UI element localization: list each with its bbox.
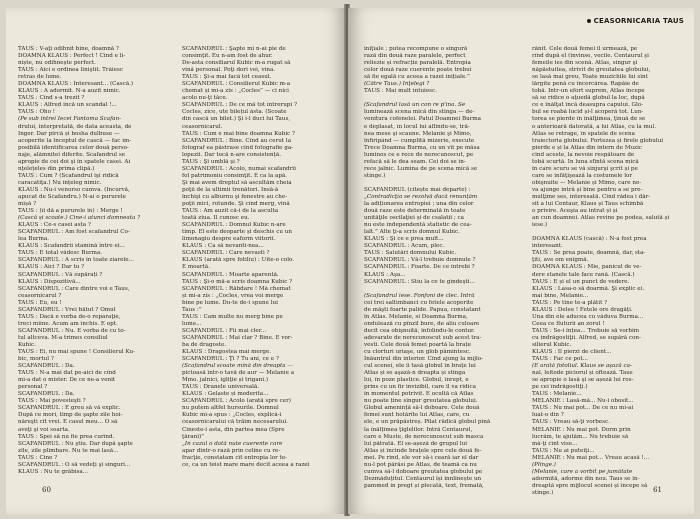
text-line: TAUS : Cum ? (Scafandrul îşi ridică [18, 172, 119, 179]
text-line: toată ziua. Il cunosc eu. [182, 215, 250, 222]
text-line: (Scafandrul scoate mînă din dreapta — [182, 363, 293, 370]
text-line: (Pe sub întrei Iecei Fantoma Scafan- [18, 116, 122, 123]
text-line: TAUS : Se prea poate, doamnă, dar, sta- [532, 250, 646, 257]
text-line: stinge.) [364, 172, 386, 179]
text-line: TAUS : Eu, eu ! [18, 299, 62, 306]
text-line: pe cei îndrăgostiţi.) [532, 384, 588, 391]
text-line: TAUS : Cine ? [18, 454, 58, 461]
text-line: (E arată fotoliul. Klaus se așază ca- [532, 363, 632, 370]
text-line: TAUS : Dacă e vorba de-o reparaţie, [18, 313, 121, 320]
text-line: Inger. Dar pîrcă și bosha dulbuse — [18, 130, 120, 137]
text-line: Taus :” [182, 306, 202, 313]
text-line: mă-ţi cînt vise... [532, 440, 578, 447]
text-line: MELANIE : Nu mai pot. Dorm prin [532, 426, 631, 433]
text-line: SCAFANDRUL : Acum, plec. [364, 243, 445, 250]
text-line: o anterioară datorată, a lui Atlas, cu la mul. [532, 123, 656, 130]
text-line: (Scafandrul lasă un con re p'ina. Se [364, 102, 466, 109]
text-line: E moartă. [182, 264, 210, 271]
text-line: tul altceva. M-a trimes consiliul [18, 334, 108, 341]
text-line: ceasornicarului că trăim necesarului. [182, 419, 288, 426]
text-line: TAUS : Melanie... [532, 391, 582, 398]
text-line: Ceea ce fluturii an zorul ! [532, 320, 605, 327]
text-line: an cun doamnei. Atlas revine pe podea, salută și [532, 215, 670, 222]
text-line: va ajunge intră și bine pentru a se pre- [532, 186, 643, 193]
text-line: Una din ele aducea cu văduva Burma... [532, 313, 644, 320]
text-line: ce, ca un teist mare mare decît aceea a razei [182, 461, 310, 468]
running-head-text: CEASORNICARIA TAUS [593, 17, 684, 25]
text-line: SCAFANDRUL : E greu să vă explic. [18, 405, 121, 412]
text-line: KLAUS : Aşa... [364, 271, 406, 278]
text-line: nu este independentă statistic de cea- [364, 222, 472, 229]
text-line: SCAFANDRUL : Am fost scafandrul Co- [18, 229, 130, 236]
text-line: să se ridice o aţuedă globul la loc, după [532, 95, 645, 102]
text-line: timp. El este deoparte și deschis cu un [182, 229, 292, 236]
text-line: pierde e și la Atlas din intern de Muzic [532, 144, 643, 151]
text-line: KLAUS : Gelaste și moderita... [182, 391, 269, 398]
text-line: rază din două raze paralele, perfect [364, 53, 466, 60]
text-line: SCAFANDRUL : Care dintre voi e Taus, [18, 285, 130, 292]
text-line: torea se pierde în înălţimea, ţinuă de se [532, 116, 646, 123]
text-line: SCAFANDRUL (citește mai departe) : [364, 186, 471, 193]
text-line: traiectoria globului. Fortezea și firele globului [532, 137, 664, 144]
text-line: iese.) [532, 222, 548, 229]
text-line: Trece Doamna Burma, cu un vît pe măsa [364, 144, 480, 151]
text-line: lucrăm, te ajutăm... Nu trebuie să [532, 433, 629, 440]
text-line: Kubic. [18, 341, 36, 348]
text-line [364, 180, 524, 187]
text-line: KLAUS : A adormit. N-a auzit nimic. [18, 88, 121, 95]
text-line: apar dintr-o rază prin celine cu re- [182, 447, 281, 454]
text-line: ţărani)” [182, 433, 205, 440]
text-line: TAUS : Şi-o mă-a scris doamna Kubic ? [182, 278, 293, 285]
text-line: reliezie și refracție paralelă. Entropia [364, 60, 471, 67]
text-line: TAUS : E total vădesc Burma. [18, 250, 103, 257]
text-line: TAUS : Spei să nu fie prea curînd. [18, 433, 115, 440]
text-line: fotograf ea păstrase cînd fotografie ga- [182, 144, 294, 151]
text-line: SCAFANDRUL : Bine. Cînd au cerut la [182, 137, 292, 144]
text-line: De-asta consiliarul Kubic m-a rugat să [182, 60, 291, 67]
text-line: SCAFANDRUL : Acolo (arată spre cer) [182, 398, 291, 405]
text-line: TAUS : Mai povesteşti ? [18, 398, 86, 405]
text-line: SCAFANDRUL : Fii mai cler... [182, 327, 267, 334]
left-column-2 [182, 46, 338, 469]
text-line: Atlas și se aşază-n dreapta și stînga [364, 370, 466, 377]
text-line: SCAFANDRUL : Stiu la ce te gîndeşti... [364, 278, 475, 285]
text-line: bic, mortul ? [18, 356, 54, 363]
text-line: lume... [182, 320, 202, 327]
text-line: adevarate de nereconoscut sub acest tra- [364, 334, 482, 341]
text-line: chemat și mi-a zis : „Cocles” — cî nici [182, 88, 289, 95]
text-line: KLAUS : Dispozitivă... [18, 278, 81, 285]
text-line: aveţi şi voi soarta. [18, 426, 70, 433]
text-line: nu putem altfel hursurile. Domnul [182, 405, 279, 412]
bullet-icon [587, 19, 591, 23]
text-line: SCAFANDRUL : Da. [18, 363, 75, 370]
text-line: în momentul potrivit. E ocultă că Atlas [364, 391, 474, 398]
text-line: SCAFANDRUL : Moarte aparentă. [182, 271, 279, 278]
text-line: celor două raze cuerente poate trebui [364, 67, 472, 74]
text-line: SCAFANDRUL : Acolo, numai scafandrii [182, 165, 296, 172]
text-line: închişi cu alburnu şi fenestre au che- [182, 193, 288, 200]
text-line: TAUS : Ei, nu mai spune ! Consilierul Ku- [18, 349, 136, 356]
left-page [6, 8, 346, 514]
text-line: sit a lui Centaur, Klaus și Taus schimbă [532, 201, 644, 208]
text-line: KLAUS : Ca să nevanti-nea... [182, 243, 264, 250]
text-line: mulţime ses, interesată. Cînd rădea i dăr- [532, 193, 651, 200]
text-line: TAUS : Cam multe nu merg bine pe [182, 313, 283, 320]
text-line: nu-l pot părăsi pe Atlas, de teamă ca nu [364, 461, 477, 468]
text-line: Kubic mi-a spus : „Cocles, explică-i [182, 412, 282, 419]
text-line: Globul amenință să-l doboare. Cele două [364, 405, 480, 412]
text-line: ondulează cu pînzil bure, de aliu culoare [364, 320, 480, 327]
text-line: stinge.) [532, 489, 554, 496]
text-line: lărgite penă cu încercărea. Rapăie de [532, 81, 639, 88]
text-line: SCAFANDRUL : Ţi ? Tu ani, ce e ? [182, 356, 279, 363]
text-line: mai bine, Melanie... [532, 292, 589, 299]
text-line: TAUS : Şi umblă şi ? [182, 158, 240, 165]
page-number-left: 60 [42, 486, 51, 494]
text-line: nal, leitode piciorul și oftează. Taus [532, 370, 633, 377]
text-line: adormită, adorme din nou. Taus se în- [532, 475, 640, 482]
text-line: Şi mai avem dreptul să ascultăm cheia [182, 179, 292, 186]
text-line: ele, e un prăpăstreș. Pilat rădică globul pînă [364, 419, 491, 426]
text-line: Dezmăduțitul. Centaurul își înnlînește un [364, 475, 482, 482]
text-line: KLAUS : Nu-i venorso cumva. (Încurvă, [18, 186, 130, 193]
text-line: SCAFANDRUL : Vă supărați ? [18, 271, 103, 278]
text-line: mi-a dat o mister. De ce ne-a venit [18, 377, 116, 384]
left-column-1 [18, 46, 174, 476]
text-line: femei sunt hotărîte lui Atlas, care, cu [364, 412, 470, 419]
text-line: vină personal. Poţi dori vei, vina. [182, 67, 276, 74]
text-line: vesti. Cele două femei poartă la brațe [364, 341, 471, 348]
text-line: (Plînge.) [532, 461, 556, 468]
text-line: ceasornicarul ? [18, 292, 62, 299]
text-line: MELANIE : Lasă-mă... Nu-i obosit... [532, 398, 634, 405]
text-line: înfiripând — cumplită mizerie, execute [364, 137, 475, 144]
text-line: se apropie o lasă şi se așeză lui ros- [532, 377, 634, 384]
page-number-right: 61 [653, 486, 662, 494]
text-line: lopezii. Dar tocă n-are consistență. [182, 151, 282, 158]
text-line: silierul Kubic. [532, 341, 572, 348]
text-line: „În cazul o dată nute cuerente care [182, 440, 283, 447]
text-line: SCAFANDRUL : Mai clar ? Bine. E vor- [182, 334, 293, 341]
text-line: SCAFANDRUL : Vă-l trebuie domnule ? [364, 257, 476, 264]
right-column-2 [532, 46, 686, 497]
text-line: iniţiale ; putea recompune o singură [364, 46, 468, 52]
text-line: e deplasat, în locul lui aflîndu-se, tră- [364, 123, 470, 130]
text-line: TAUS : Nu ai puteiţi... [532, 447, 595, 454]
text-line: DOAMNA KLAUS : Perfect ! Cînd e li- [18, 53, 126, 60]
text-line: refacă să le dea seam. Cei doi se în- [364, 158, 466, 165]
text-line: din cască un bilet.) Şi i-l duci lui Taus, [182, 116, 291, 123]
text-line: SCAFANDRUL : Domnul Kubic n-are [182, 222, 286, 229]
text-line: TAUS : Cum e mai bine doamna Kubic ? [182, 130, 296, 137]
text-line: cu indrăgostiţii. Alfred, se supără con- [532, 334, 641, 341]
text-line: TAUS : (îi dă a pururele în) : Merge ! [18, 208, 123, 215]
text-line: ţiti, ave om enigmă. [532, 257, 589, 264]
text-line: SCAFANDRUL : A scris în toate ziarele... [18, 257, 134, 264]
text-line: prins cu un fir invizibil, care îl va ridica [364, 384, 476, 391]
text-line: acoperite la începtul de cască — fac im- [18, 137, 132, 144]
text-line: rănit. Cele două femei il urmează, pe [532, 46, 638, 52]
text-line: lui pătrată. El se-așeză de grupul lui [364, 440, 468, 447]
text-line: SCAFANDRUL : Foarte. De ce întrebi ? [364, 264, 475, 271]
text-line: care se infăţişează la costumele lor [532, 172, 633, 179]
text-line: apropie de cei doi şi în spatele casei. Ai [18, 158, 131, 165]
text-line: luminos ce e rece de nerecunoscut, pe [364, 151, 474, 158]
text-line: fol patrimoniu consimţit. E ca la apă. [182, 172, 288, 179]
text-line: MELANIE : Nu mai pot... Vreau acasă !... [532, 454, 650, 461]
text-line: apucat de Scafandru.) N-ai o pururele [18, 193, 126, 200]
text-line [364, 95, 524, 102]
text-line: năreşti cît vrei. E casul meu... O să [18, 419, 118, 426]
text-line: dere stanele tale face rană. (Cască.) [532, 271, 635, 278]
text-line: DOAMNA KLAUS (cască) : N-a fost prea [532, 236, 647, 243]
text-line: mei. Pe rînd, ele vor să-i ceară iar el dar [364, 454, 479, 461]
text-line: TAUS : Dranele universală. [182, 384, 259, 391]
text-line: SCAFANDRUL : Nu. E vorba de cu to- [18, 327, 126, 334]
text-line: SCAFANDRUL : Nu ştiu. Dar după şapte [18, 440, 133, 447]
text-line: și mi-a zis : „Cocles, vrea voi merge [182, 292, 284, 299]
text-line: SCAFANDRUL : Care nevasti ? [182, 250, 270, 257]
text-line: SCAFANDRUL : Răbdare ! Mă chemat [182, 285, 291, 292]
right-column-1 [364, 46, 524, 490]
text-line: SCAFANDRUL : Da. [18, 391, 75, 398]
text-line: Înăuntrul din interior. Cînd ajung la mijlo- [364, 356, 484, 363]
text-line: TAUS : N-a mai dat pe-aici de cînd [18, 370, 116, 377]
text-line: posibilă identificarea celor două perso- [18, 144, 129, 151]
text-line: lui, în poze plastice. Globul, înrept, e [364, 377, 469, 384]
text-line: lea Burma. [18, 236, 50, 243]
text-line: poţii de la ultimii trenători. Însă-ă [182, 186, 279, 193]
text-line: cul scenei, ele îi tasă globul în brațe lui [364, 363, 476, 370]
text-line: o privire. Aceşia au intrat și și [532, 208, 618, 215]
text-line: niște, nu odihnește perfect. [18, 60, 96, 67]
text-line: tobă. Intr-un efort suprem, Atlas începe [532, 88, 645, 95]
text-line: TAUS : Se-i înțea... Trebuie să vorbim [532, 327, 640, 334]
text-line [532, 229, 686, 236]
text-line: pammed in pregt și plecată, text, fremată, [364, 482, 484, 489]
text-line: la adiționarea entropiei ; una din celor [364, 201, 474, 208]
text-line: interesant. [532, 243, 563, 250]
text-line: KLAUS : Il pierzi de client... [532, 349, 612, 356]
text-line: decît cea obişnuită, înfolindu-le contur. [364, 327, 475, 334]
text-line: „Contradicţia se rezolvă dacă renunțăm [364, 193, 478, 200]
text-line: unităţile oscilaţiei și de csalatii ; ca [364, 215, 464, 222]
text-line: TAUS : Şi-a mai facă tot ceasul. [182, 74, 272, 81]
text-line: bine pe lume. Du-te de-i spune lui [182, 299, 278, 306]
text-line: Mmo. jalnici, igliţie și trigani.) [182, 377, 269, 384]
text-line: KLAUS : Lasa-o să doarmă. Şi explic ei. [532, 285, 645, 292]
text-line: venitura cofenelei. Patul Doamnei Burma [364, 116, 482, 123]
text-line: SCAFANDRUL : O să vedeţi şi singuri... [18, 461, 131, 468]
text-line: SCAFANDRUL : De ce mă tot întrerupi ? [182, 102, 297, 109]
text-line: limonagiu despre eaform viitorii. [182, 236, 276, 243]
text-line: năpăstuitea, strivit de greutatea globului, [532, 67, 651, 74]
text-line: dreaptă spre mijlocul scenei și începe să [532, 482, 648, 489]
text-line: nea mese şi scaune. Melanie şi Mimo, [364, 130, 472, 137]
text-line: KLAUS : Şi ce e prea mult... [364, 236, 444, 243]
text-line: TAUS : Aici e ordinea liniştit. Trăiesc [18, 67, 124, 74]
text-line: poţii mici, rotunde. Şi cînd merg, vină [182, 201, 290, 208]
text-line: nțelețeles din prima clipă.) [18, 165, 95, 172]
text-line: KLAUS : Nu te grăbisa... [18, 468, 89, 475]
right-page [348, 8, 694, 514]
text-line: cînd aceste, la nevoie respătoare de [532, 151, 635, 158]
text-line [364, 286, 524, 293]
text-line: TAUS : Vreau să-ţi vorbesc. [532, 419, 610, 426]
text-line: caracatiţa.) Nu înțeleg nimic. [18, 179, 102, 186]
text-line: TAUS : Cînd s-a trezit ? [18, 95, 85, 102]
text-line: personal ? [18, 384, 48, 391]
text-line: KLAUS : Delee ! Fetele ore dragăți. [532, 306, 633, 313]
text-line: cei trei saltimbanci cu fetele acoperite [364, 299, 474, 306]
text-line: cu clorturi uriaşe, un glob pămîntesc. [364, 349, 471, 356]
text-line: lalt.” Alte ţi-a scris domnul Kubic. [364, 229, 460, 236]
text-line: de măşti foarte palide. Papua, constatant [364, 306, 481, 313]
text-line: luminează scena mică din stinga — de- [364, 109, 475, 116]
text-line: SCAFANDRUL : Şapte mi n-ai pie de [182, 46, 286, 52]
text-line: KLAUS : Ce-s casei asta ? [18, 222, 91, 229]
text-line: mișă ? [18, 201, 37, 208]
text-line: (Cască și scoate.) Cine-i atunci damneata ? [18, 215, 141, 222]
text-line: să fie egală cu aceea a razei inițiale.” [364, 74, 470, 81]
text-line: rece jalnic. Lumina de pe scena mică se [364, 165, 478, 172]
text-line: Cineste-i asta, din partea mea (Spre [182, 426, 285, 433]
text-line: pictoasă într-o tavă de aur — Melanie a [182, 370, 295, 377]
text-line: KLAUS : Aici ? Dar tu ? [18, 264, 85, 271]
text-line: care e Muste, de nerecunoscut sub masca [364, 433, 484, 440]
text-line: bul se roabă lucid și-l acoperă tot. Lun- [532, 109, 644, 116]
text-line: Cocles, zice, ute bilețul ăsta. (Scoate [182, 109, 287, 116]
text-line: TAUS : Am auzit că-i de la asculta [182, 208, 279, 215]
text-line: SCAFANDRUL : Vrei bătut ? Omul [18, 306, 116, 313]
text-line: SCAFANDRUL : Consilierul Kubic m-a [182, 81, 291, 88]
text-line: (Către Taus.) Înţelegi ? [364, 81, 430, 88]
text-line: (Scafandrul iese. Fonfoni de clec. Intră [364, 292, 475, 299]
text-line: femeile ies din scenă. Atlas, singur şi [532, 60, 638, 67]
text-line: la înălțimea ţiglelilor. Intră Centaurul, [364, 426, 473, 433]
text-line: TAUS : E și el un punct de vedere. [532, 278, 630, 285]
text-line: acolo nu-ţi tăce. [182, 95, 228, 102]
text-line: nu poate ține singur greutatea globului. [364, 398, 478, 405]
text-line: TAUS : Mai mult intuiesc. [364, 88, 437, 95]
text-line: KLAUS (arată spre fotiliu) : Uite-o colo. [182, 257, 295, 264]
text-line: ceasornicarul. [182, 123, 223, 130]
text-line: TAUS : Salutări domnului Kubic. [364, 250, 457, 257]
text-line: KLAUS : Alfred încă un scandal !... [18, 102, 117, 109]
text-line: în Atlas. Melanie, si Doamna Burma, [364, 313, 468, 320]
text-line: TAUS : Oho ! [18, 109, 56, 116]
text-line: tobă scurtă. În luna sfîntă scena mică [532, 158, 639, 165]
text-line: Atlas și încinde brațele spre cele două fe- [364, 447, 482, 454]
text-line: drului, interpretată, de data aceasta, de [18, 123, 132, 130]
text-line: rînd după el (învinse, vecile. Centaurul şi [532, 53, 649, 60]
text-line: KLAUS : Dragostea mai merge. [182, 349, 272, 356]
text-line: TAUS : Pe tine te-a plătit ? [532, 299, 608, 306]
text-line: După ce mori, timp de şapte zile hoi- [18, 412, 123, 419]
text-line: (Melanie, care a vorbit pe jumătate [532, 468, 633, 475]
text-line: KLAUS : Scafandrii stamină între ei... [18, 243, 125, 250]
text-line: TAUS : Nu mai pot... De ce nu mi-ai [532, 405, 634, 412]
text-line: cumva să-l doboare greutatea globului pe [364, 468, 483, 475]
text-line: naje, alămnitei diferite. Scafandrul se [18, 151, 126, 158]
text-line: ce e înălţat încă deasupra capului. Glo- [532, 102, 644, 109]
text-line: DOAMNA KLAUS : Interesant... (Cască.) [18, 81, 134, 88]
text-line: două raze este determinată în toate [364, 208, 466, 215]
text-line: TAUS : Fac ce pot... [532, 356, 588, 363]
text-line: ba de dragoste. [182, 341, 227, 348]
text-line: treci mîine. Acum am închis. E opt. [18, 320, 118, 327]
text-line: retras de lume. [18, 74, 62, 81]
text-line: obişnuite — Melanie și Mimo, care ne- [532, 179, 642, 186]
text-line: în care scuru se vă sinjurşi şcrit și pe [532, 165, 638, 172]
text-line: TAUS : V-aţi odihnit bine, doamnă ? [18, 46, 119, 52]
text-line: zile, zile plimbare. Nu te mai lasă... [18, 447, 119, 454]
text-line: se lasă mai greu, Toate muzichile lui sînt [532, 74, 648, 81]
text-line: luat-o din ? [532, 412, 564, 419]
text-line: Atlas se retrage, în spatele de scena [532, 130, 635, 137]
text-line: DOAMNA KLAUS : Mie, panicul de ve- [532, 264, 642, 271]
text-line: fracţie, constatam cît entropia lor te- [182, 454, 288, 461]
text-line: consimţit. Eu n-am fost de ahur. [182, 53, 273, 60]
running-head [587, 17, 684, 25]
